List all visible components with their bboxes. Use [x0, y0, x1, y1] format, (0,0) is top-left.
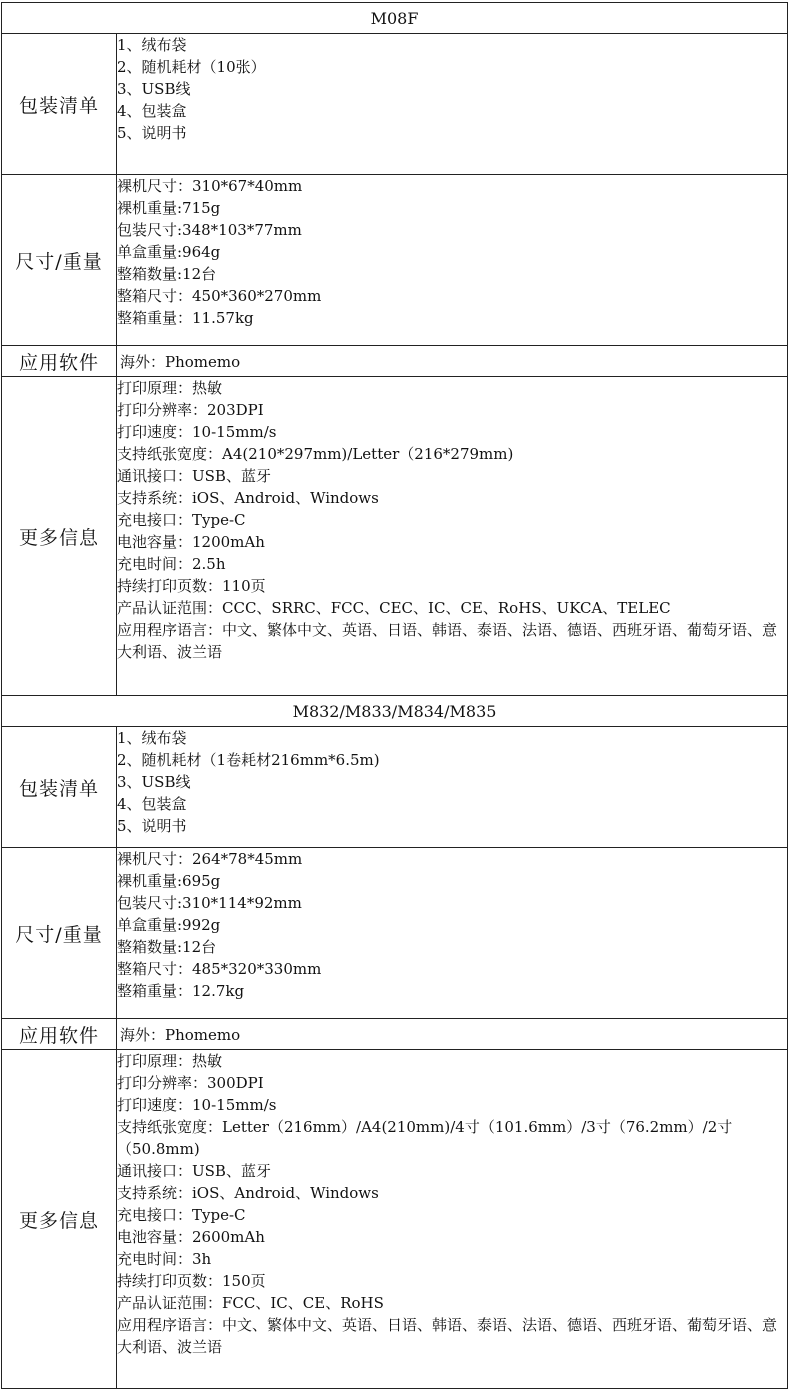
more-info-list: [117, 1050, 788, 1389]
packing-list: [117, 727, 788, 848]
packing-row: [2, 727, 788, 848]
size-weight-item: 包装尺寸:310*114*92mm: [117, 894, 302, 912]
packing-label: 包装清单: [2, 34, 117, 175]
size-weight-item: 整箱尺寸：485*320*330mm: [117, 960, 322, 978]
spec-table: [1, 2, 788, 1389]
packing-item: 4、包装盒: [117, 102, 187, 120]
more-info-item: 打印原理：热敏: [117, 379, 223, 397]
size-weight-item: 单盒重量:964g: [117, 243, 221, 261]
more-info-item: 充电时间：2.5h: [117, 555, 226, 573]
more-info-item: 持续打印页数：110页: [117, 577, 266, 595]
size-weight-list: [117, 848, 788, 1019]
size-weight-item: 整箱数量:12台: [117, 938, 217, 956]
model-row: [2, 696, 788, 727]
packing-item: 3、USB线: [117, 80, 191, 98]
more-info-item: 打印原理：热敏: [117, 1052, 223, 1070]
more-info-item: 电池容量：2600mAh: [117, 1228, 265, 1246]
more-info-item: 打印分辨率：300DPI: [117, 1074, 264, 1092]
packing-item: 2、随机耗材（1卷耗材216mm*6.5m): [117, 751, 380, 769]
size-weight-item: 单盒重量:992g: [117, 916, 221, 934]
packing-item: 4、包装盒: [117, 795, 187, 813]
size-weight-row: [2, 175, 788, 346]
size-weight-item: 裸机尺寸：310*67*40mm: [117, 177, 303, 195]
app-value: 海外：Phomemo: [117, 346, 788, 377]
size-weight-label: 尺寸/重量: [2, 848, 117, 1019]
app-value: 海外：Phomemo: [117, 1019, 788, 1050]
packing-row: [2, 34, 788, 175]
size-weight-label: 尺寸/重量: [2, 175, 117, 346]
more-info-item: 产品认证范围：FCC、IC、CE、RoHS: [117, 1294, 384, 1312]
model-row: [2, 3, 788, 34]
more-info-row: [2, 1050, 788, 1389]
more-info-item: 支持纸张宽度：Letter（216mm）/A4(210mm)/4寸（101.6mm）/3寸（76.2mm）/2寸（50.8mm): [117, 1118, 733, 1158]
more-info-item: 充电接口：Type-C: [117, 1206, 246, 1224]
packing-label: 包装清单: [2, 727, 117, 848]
more-info-item: 支持系统：iOS、Android、Windows: [117, 489, 379, 507]
more-info-item: 产品认证范围：CCC、SRRC、FCC、CEC、IC、CE、RoHS、UKCA、TELEC: [117, 599, 671, 617]
more-info-item: 持续打印页数：150页: [117, 1272, 266, 1290]
size-weight-item: 裸机重量:695g: [117, 872, 221, 890]
packing-item: 2、随机耗材（10张）: [117, 58, 266, 76]
size-weight-item: 裸机尺寸：264*78*45mm: [117, 850, 303, 868]
more-info-item: 打印分辨率：203DPI: [117, 401, 264, 419]
packing-item: 1、绒布袋: [117, 729, 187, 747]
more-info-item: 应用程序语言：中文、繁体中文、英语、日语、韩语、泰语、法语、德语、西班牙语、葡萄牙语、意大利语、波兰语: [117, 621, 778, 661]
more-info-row: [2, 377, 788, 696]
more-info-item: 打印速度：10-15mm/s: [117, 423, 277, 441]
more-info-label: 更多信息: [2, 377, 117, 696]
size-weight-list: [117, 175, 788, 346]
model-title: M08F: [2, 3, 788, 34]
more-info-label: 更多信息: [2, 1050, 117, 1389]
packing-item: 3、USB线: [117, 773, 191, 791]
more-info-item: 充电接口：Type-C: [117, 511, 246, 529]
size-weight-item: 裸机重量:715g: [117, 199, 221, 217]
packing-item: 5、说明书: [117, 124, 187, 142]
more-info-item: 通讯接口：USB、蓝牙: [117, 467, 271, 485]
more-info-item: 支持纸张宽度：A4(210*297mm)/Letter（216*279mm): [117, 445, 514, 463]
app-row: [2, 346, 788, 377]
app-label: 应用软件: [2, 346, 117, 377]
app-row: [2, 1019, 788, 1050]
packing-item: 1、绒布袋: [117, 36, 187, 54]
more-info-item: 应用程序语言：中文、繁体中文、英语、日语、韩语、泰语、法语、德语、西班牙语、葡萄牙语、意大利语、波兰语: [117, 1316, 778, 1356]
more-info-item: 电池容量：1200mAh: [117, 533, 265, 551]
packing-item: 5、说明书: [117, 817, 187, 835]
model-title: M832/M833/M834/M835: [2, 696, 788, 727]
size-weight-item: 整箱数量:12台: [117, 265, 217, 283]
size-weight-item: 包装尺寸:348*103*77mm: [117, 221, 302, 239]
size-weight-row: [2, 848, 788, 1019]
size-weight-item: 整箱重量：11.57kg: [117, 309, 254, 327]
size-weight-item: 整箱尺寸：450*360*270mm: [117, 287, 322, 305]
more-info-list: [117, 377, 788, 696]
more-info-item: 充电时间：3h: [117, 1250, 212, 1268]
more-info-item: 支持系统：iOS、Android、Windows: [117, 1184, 379, 1202]
size-weight-item: 整箱重量：12.7kg: [117, 982, 245, 1000]
more-info-item: 打印速度：10-15mm/s: [117, 1096, 277, 1114]
packing-list: [117, 34, 788, 175]
app-label: 应用软件: [2, 1019, 117, 1050]
more-info-item: 通讯接口：USB、蓝牙: [117, 1162, 271, 1180]
